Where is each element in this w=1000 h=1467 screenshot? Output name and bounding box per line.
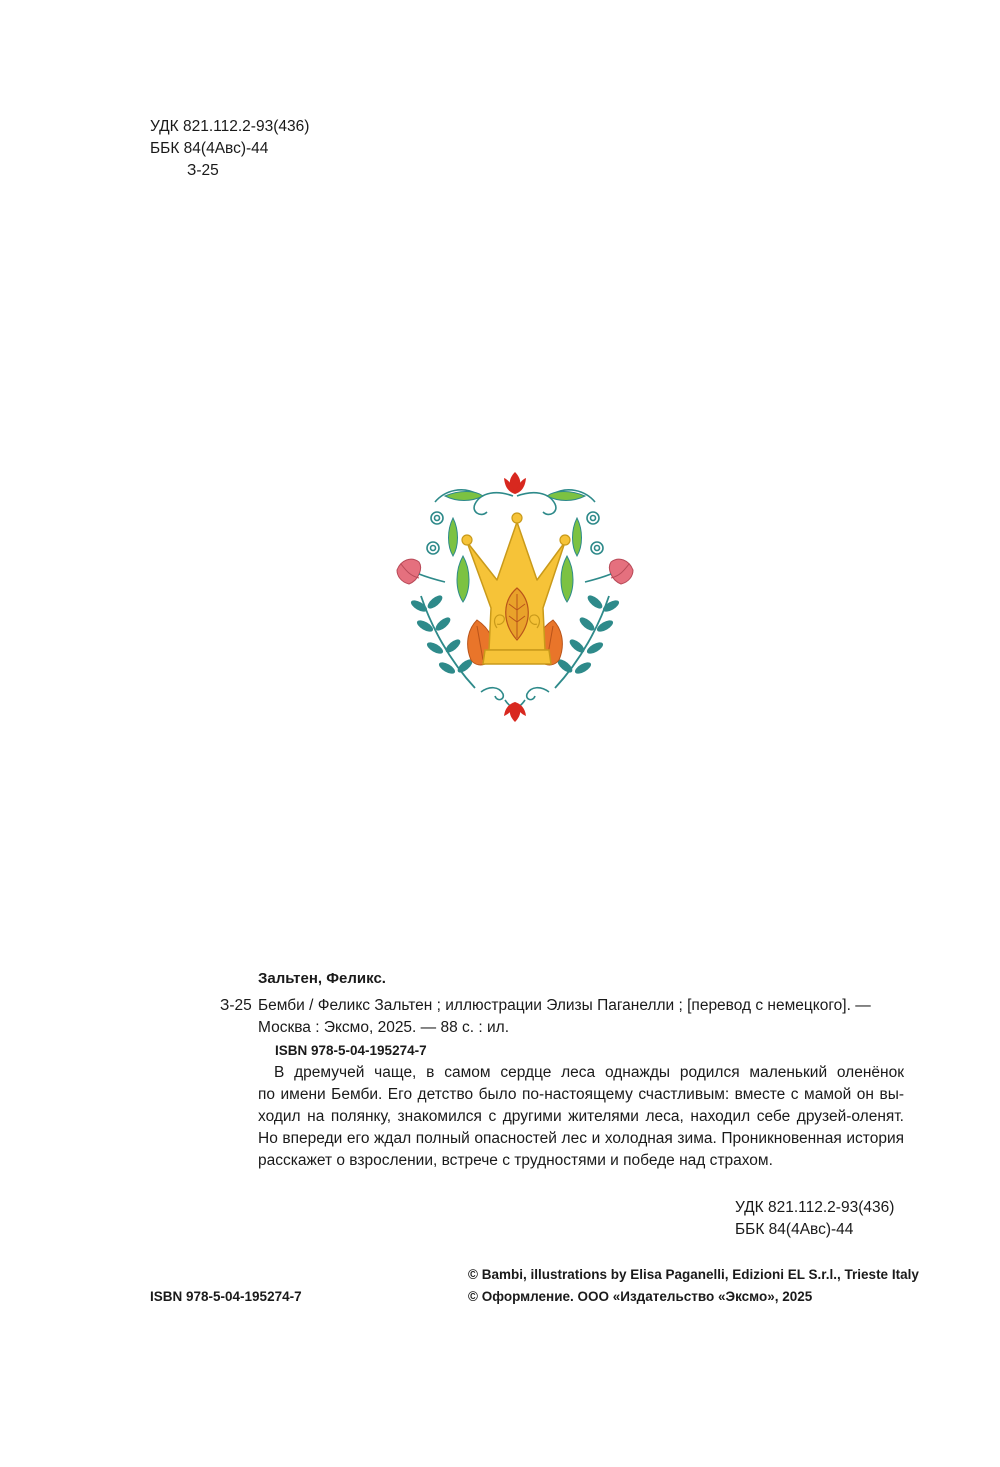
top-flower-icon: [504, 472, 526, 494]
annotation-line: Но впереди его ждал полный опасностей лес и холодная зима. Проникновенная история: [258, 1130, 904, 1147]
udk-code: УДК 821.112.2-93(436): [150, 118, 310, 135]
udk-code: УДК 821.112.2-93(436): [735, 1199, 895, 1216]
annotation-line: по имени Бемби. Его детство было по-настоящему счастливым: вместе с мамой он вы-: [258, 1086, 904, 1103]
crown-wreath-icon: [385, 460, 645, 730]
annotation-line: В дремучей чаще, в самом сердце леса однажды родился маленький оленёнок: [274, 1064, 904, 1081]
copyright-block: [468, 1264, 919, 1308]
top-classification-codes: [150, 116, 309, 182]
crown-wreath-emblem: [385, 460, 645, 730]
bottom-classification-codes: [735, 1197, 894, 1241]
card-author-sign: З-25: [220, 997, 252, 1014]
footer-isbn: ISBN 978-5-04-195274-7: [150, 1289, 302, 1304]
right-tulip-icon: [585, 559, 633, 584]
copyright-illustrations: © Bambi, illustrations by Elisa Paganelli, Edizioni EL S.r.l., Trieste Italy: [468, 1267, 919, 1282]
card-bibliographic-line-1: Бемби / Феликс Зальтен ; иллюстрации Элизы Паганелли ; [перевод с немецкого]. —: [258, 997, 871, 1014]
left-tulip-icon: [397, 559, 445, 584]
annotation-line: ходил на полянку, знакомился с другими жителями леса, находил себе друзей-оленят.: [258, 1108, 904, 1125]
bottom-flower-icon: [504, 702, 526, 722]
author-sign: З-25: [187, 162, 219, 179]
copyright-design: © Оформление. ООО «Издательство «Эксмо», 2025: [468, 1289, 813, 1304]
card-annotation: [258, 1062, 904, 1172]
card-isbn: ISBN 978-5-04-195274-7: [275, 1043, 427, 1058]
bbk-code: ББК 84(4Авс)-44: [735, 1221, 854, 1238]
bbk-code: ББК 84(4Авс)-44: [150, 140, 269, 157]
card-bibliographic-line-2: Москва : Эксмо, 2025. — 88 с. : ил.: [258, 1019, 510, 1036]
card-author: Зальтен, Феликс.: [258, 970, 386, 987]
annotation-line: расскажет о взрослении, встрече с трудностями и победе над страхом.: [258, 1152, 773, 1169]
